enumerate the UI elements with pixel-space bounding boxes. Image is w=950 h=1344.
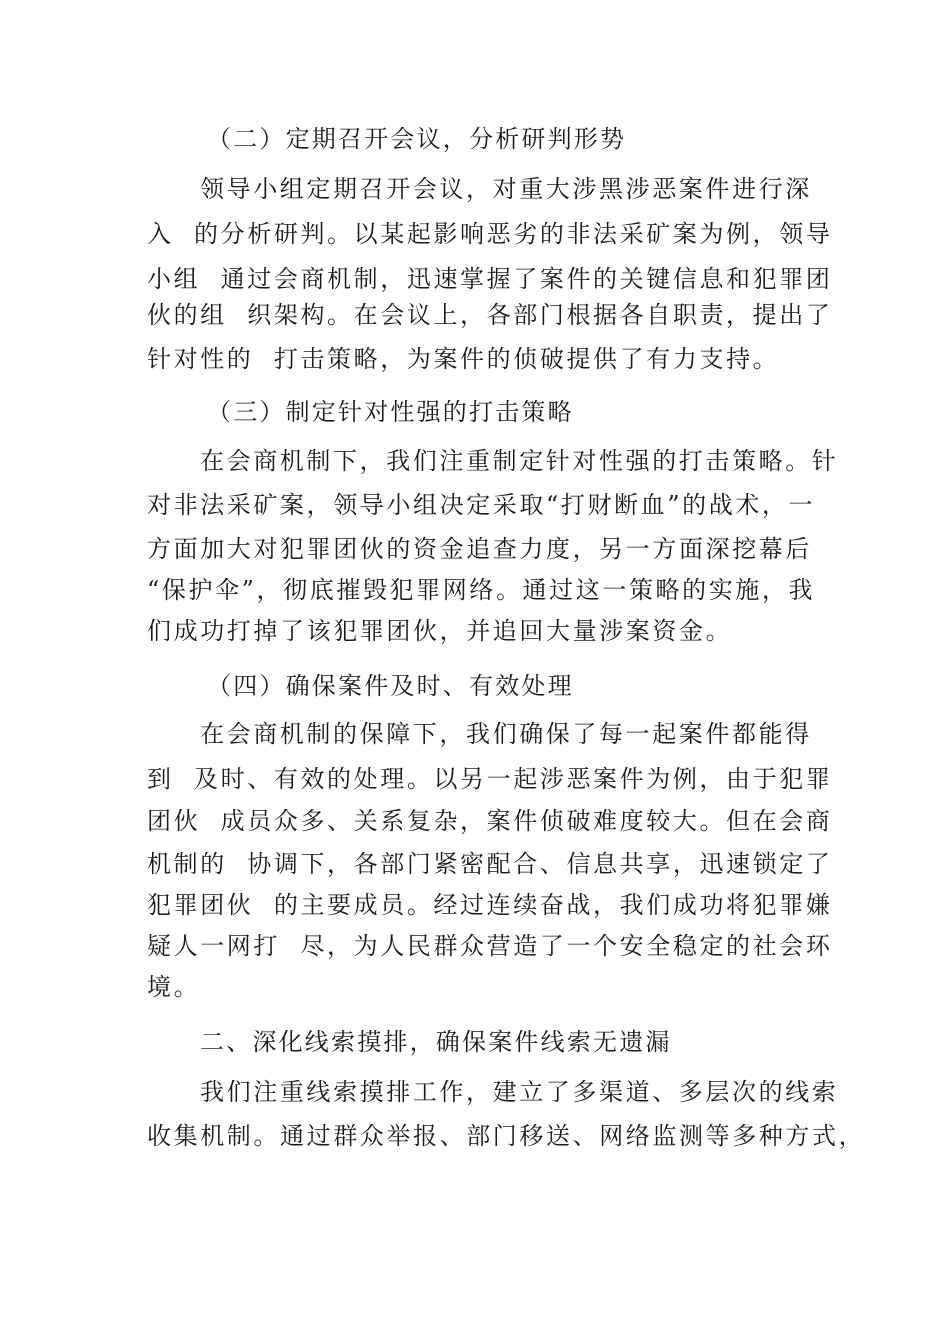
section-heading: （二）定期召开会议，分析研判形势 — [207, 125, 627, 153]
paragraph-line: 到 及时、有效的处理。以另一起涉恶案件为例，由于犯罪 — [147, 765, 833, 793]
section-heading: 二、深化线索摸排，确保案件线索无遗漏 — [200, 1028, 672, 1056]
paragraph-line: 领导小组定期召开会议，对重大涉黑涉恶案件进行深 — [200, 175, 812, 203]
paragraph-line: 针对性的 打击策略，为案件的侦破提供了有力支持。 — [147, 345, 780, 373]
paragraph-line: 方面加大对犯罪团伙的资金追查力度，另一方面深挖幕后 — [147, 535, 812, 563]
paragraph-line: 境。 — [147, 973, 201, 1001]
paragraph-line: 犯罪团伙 的主要成员。经过连续奋战，我们成功将犯罪嫌 — [147, 891, 833, 919]
section-heading: （三）制定针对性强的打击策略 — [207, 398, 574, 426]
paragraph-line: 在会商机制的保障下，我们确保了每一起案件都能得 — [200, 720, 812, 748]
paragraph-line: 疑人一网打 尽，为人民群众营造了一个安全稳定的社会环 — [147, 932, 833, 960]
paragraph-line: 在会商机制下，我们注重制定针对性强的打击策略。针 — [200, 447, 839, 475]
section-heading: （四）确保案件及时、有效处理 — [207, 672, 574, 700]
paragraph-line: 们成功打掉了该犯罪团伙，并追回大量涉案资金。 — [147, 617, 733, 645]
paragraph-line: 入 的分析研判。以某起影响恶劣的非法采矿案为例，领导 — [147, 220, 833, 248]
paragraph-line: 对非法采矿案，领导小组决定采取“打财断血”的战术，一 — [147, 491, 816, 519]
paragraph-line: 小组 通过会商机制，迅速掌握了案件的关键信息和犯罪团 — [147, 265, 833, 293]
paragraph-line: 伙的组 织架构。在会议上，各部门根据各自职责，提出了 — [147, 301, 833, 329]
paragraph-line: 我们注重线索摸排工作，建立了多渠道、多层次的线索 — [200, 1078, 839, 1106]
paragraph-line: “保护伞”，彻底摧毁犯罪网络。通过这一策略的实施，我 — [147, 576, 816, 604]
paragraph-line: 团伙 成员众多、关系复杂，案件侦破难度较大。但在会商 — [147, 807, 833, 835]
paragraph-line: 收集机制。通过群众举报、部门移送、网络监测等多种方式， — [147, 1122, 866, 1150]
paragraph-line: 机制的 协调下，各部门紧密配合、信息共享，迅速锁定了 — [147, 850, 833, 878]
